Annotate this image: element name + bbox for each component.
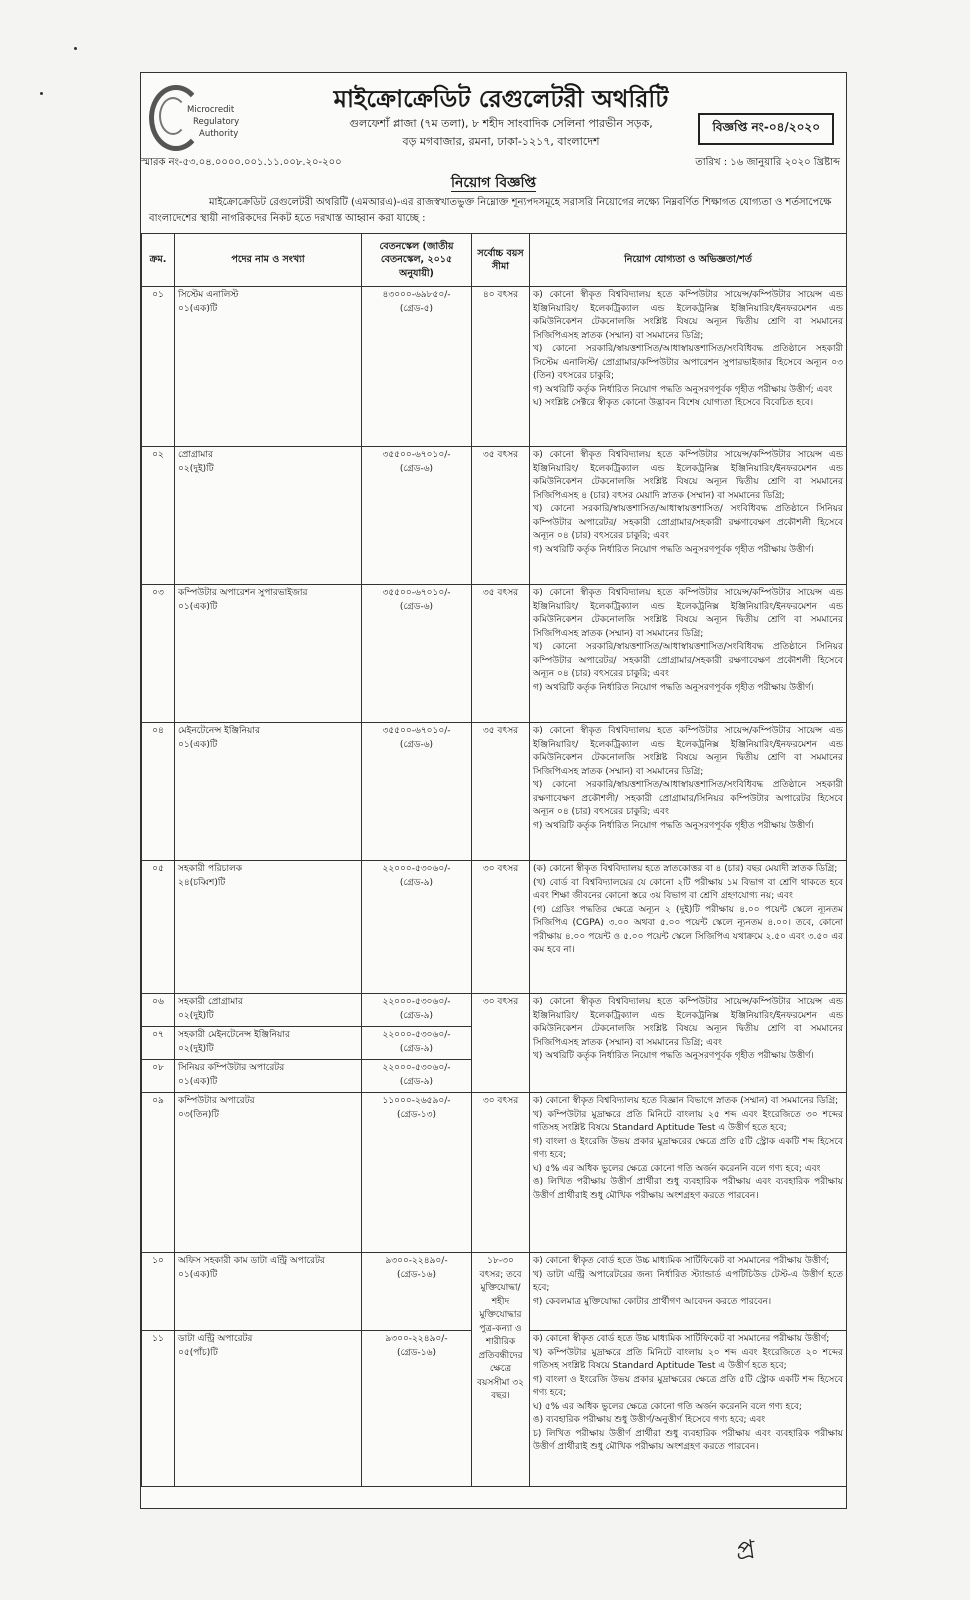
requirement-item: গ) বাংলা ও ইংরেজি উভয় প্রকার মুদ্রাক্ষরের ক্ষেত্রে প্রতি ৫টি স্ট্রোক একটি শব্দ হিসেবে গণ্য হবে; [533,1374,843,1398]
requirements-cell [530,447,847,585]
age-cell: ৩৫ বৎসর [472,447,530,585]
table-row [142,1093,847,1253]
notice-date: তারিখ : ১৬ জানুয়ারি ২০২০ খ্রিষ্টাব্দ [695,157,840,168]
requirement-item: খ) কোনো সরকারি/স্বায়ত্তশাসিত/আধাস্বায়ত্তশাসিত/ সংবিধিবদ্ধ প্রতিষ্ঠানে সিনিয়র কম্পিউটার অপারেটর/ সহকারী প্রোগ্রামার/সহকারী রক্ষণাবেক্ষণ প্রকৌশলী হিসেবে অন্যূন ০৪ (চার) বৎসরের চাকুরি; এবং [533,504,843,541]
requirement-item: খ) ডাটা এন্ট্রি অপারেটরের জন্য নির্ধারিত স্ট্যান্ডার্ড এপটিচিউড টেস্ট-এ উত্তীর্ণ হতে হবে; [533,1269,843,1293]
requirements-cell [530,994,847,1093]
requirements-cell [530,585,847,723]
logo-inner-ring-icon [159,97,187,135]
table-row [142,447,847,585]
serial-cell: ০৪ [142,723,175,861]
col-header-req: নিয়োগ যোগ্যতা ও অভিজ্ঞতা/শর্ত [530,234,847,287]
payscale-cell: ৩৫৫০০-৬৭০১০/- (গ্রেড-৬) [362,723,472,861]
intro-paragraph: মাইক্রোক্রেডিট রেগুলেটরী অথরিটি (এমআরএ)-এর রাজস্বখাতভুক্ত নিম্নোক্ত শূন্যপদসমূহে সরাসরি নিয়োগের লক্ষ্যে নিম্নবর্ণিত শিক্ষাগত যোগ্যতা ও শর্তসাপেক্ষে বাংলাদেশের স্থায়ী নাগরিকদের নিকট হতে দরখাস্ত আহ্বান করা যাচ্ছে : [149,197,832,224]
requirement-item: ক) কোনো স্বীকৃত বোর্ড হতে উচ্চ মাধ্যমিক সার্টিফিকেট বা সমমানের পরীক্ষায় উত্তীর্ণ; [533,1256,830,1266]
payscale-cell: ২২০০০-৫৩০৬০/- (গ্রেড-৯) [362,1027,472,1060]
address-line: গুলফেশাঁ প্লাজা (৭ম তলা), ৮ শহীদ সাংবাদিক সেলিনা পারভীন সড়ক, [349,117,653,130]
requirement-item: ঘ) সংশ্লিষ্ট সেক্টরে স্বীকৃত কোনো উদ্ভাবন বিশেষ যোগ্যতা হিসেবে বিবেচিত হবে। [533,398,814,408]
requirement-item: ঘ) ৫% এর অধিক ভুলের ক্ষেত্রে কোনো গতি অর্জন করেননি বলে গণ্য হবে; [533,1401,802,1412]
col-header-age: সর্বোচ্চ বয়স সীমা [472,234,530,287]
serial-cell: ০৬ [142,994,175,1027]
table-row [142,994,847,1027]
requirement-item: গ) বাংলা ও ইংরেজি উভয় প্রকার মুদ্রাক্ষরের ক্ষেত্রে প্রতি ৫টি স্ট্রোক একটি শব্দ হিসেবে গণ্য হবে; [533,1136,843,1160]
serial-cell: ১১ [142,1331,175,1487]
table-row [142,585,847,723]
requirement-item: খ) কম্পিউটার মুদ্রাক্ষরে প্রতি মিনিটে বাংলায় ২৫ শব্দ এবং ইংরেজিতে ৩০ শব্দের গতিসহ সংশ্লিষ্ট বিষয়ে Standard Aptitude Test এ উত্তীর্ণ হতে হবে; [533,1109,843,1133]
post-cell: প্রোগ্রামার ০২(দুই)টি [175,447,362,585]
payscale-cell: ২২০০০-৫৩০৬০/- (গ্রেড-৯) [362,861,472,994]
address-line: বড় মগবাজার, রমনা, ঢাকা-১২১৭, বাংলাদেশ [402,135,600,148]
post-cell: ডাটা এন্ট্রি অপারেটর ০৫(পাঁচ)টি [175,1331,362,1487]
scan-speck [74,47,77,50]
requirement-item: ক) কোনো স্বীকৃত বিশ্ববিদ্যালয় হতে কম্পিউটার সায়েন্স/কম্পিউটার সায়েন্স এন্ড ইঞ্জিনিয়ারিং/ ইলেকট্রিক্যাল এন্ড ইলেকট্রনিক্স ইঞ্জিনিয়ারিং/ইনফরমেশন এন্ড কমিউনিকেশন টেকনোলজি সংশ্লিষ্ট বিষয়ে অন্যূন দ্বিতীয় শ্রেণি বা সমমানের সিজিপিএসহ স্নাতক (সম্মান) বা সমমানের ডিগ্রি; এবং [533,997,843,1048]
requirement-item: ক) কোনো স্বীকৃত বিশ্ববিদ্যালয় হতে কম্পিউটার সায়েন্স/কম্পিউটার সায়েন্স এন্ড ইঞ্জিনিয়ারিং/ ইলেকট্রিক্যাল এন্ড ইলেকট্রনিক্স ইঞ্জিনিয়ারিং/ইনফরমেশন এন্ড কমিউনিকেশন টেকনোলজি সংশ্লিষ্ট বিষয়ে অন্যূন দ্বিতীয় শ্রেণি বা সমমানের সিজিপিএসহ ৪ (চার) বৎসর মেয়াদি স্নাতক (সম্মান) বা সমমানের ডিগ্রি; [533,450,843,501]
requirement-item: খ) অথরিটি কর্তৃক নির্ধারিত নিয়োগ পদ্ধতি অনুসরণপূর্বক গৃহীত পরীক্ষায় উত্তীর্ণ। [533,1051,814,1061]
post-cell: অফিস সহকারী কাম ডাটা এন্ট্রি অপারেটর ০১(এক)টি [175,1253,362,1331]
payscale-cell: ২২০০০-৫৩০৬০/- (গ্রেড-৯) [362,1060,472,1093]
requirement-item: গ) অথরিটি কর্তৃক নির্ধারিত নিয়োগ পদ্ধতি অনুসরণপূর্বক গৃহীত পরীক্ষায় উত্তীর্ণ। [533,544,814,555]
table-header-row [142,234,847,287]
logo-text-line: Authority [199,129,239,139]
requirement-item: ক) কোনো স্বীকৃত বোর্ড হতে উচ্চ মাধ্যমিক সার্টিফিকেট বা সমমানের পরীক্ষায় উত্তীর্ণ; [533,1334,830,1344]
serial-cell: ০৭ [142,1027,175,1060]
requirement-item: (খ) বোর্ড বা বিশ্ববিদ্যালয়ের যে কোনো ২টি পরীক্ষায় ১ম বিভাগ বা শ্রেণি থাকতে হবে এবং শিক্ষা জীবনের কোনো স্তরে ৩য় বিভাগ বা শ্রেণি গ্রহণযোগ্য নয়; এবং [533,877,843,901]
logo-text-line: Regulatory [193,117,240,127]
requirement-item: ঙ) লিখিত পরীক্ষায় উত্তীর্ণ প্রার্থীরা শুধু ব্যবহারিক পরীক্ষায় এবং ব্যবহারিক পরীক্ষায় উত্তীর্ণ প্রার্থীরাই শুধু মৌখিক পরীক্ষায় অংশগ্রহণ করতে পারবেন। [533,1177,843,1201]
serial-cell: ০৮ [142,1060,175,1093]
post-cell: মেইনটেনেন্স ইঞ্জিনিয়ার ০১(এক)টি [175,723,362,861]
requirement-item: ঙ) ব্যবহারিক পরীক্ষায় শুধু উত্তীর্ণ/অনুত্তীর্ণ হিসেবে গণ্য হবে; এবং [533,1415,766,1425]
requirement-item: গ) কেবলমাত্র মুক্তিযোদ্ধা কোটার প্রার্থীগণ আবেদন করতে পারবেন। [533,1296,772,1307]
age-cell: ৩০ বৎসর [472,1093,530,1253]
serial-cell: ০৫ [142,861,175,994]
age-cell: ৩০ বৎসর [472,994,530,1093]
requirements-cell [530,723,847,861]
post-cell: সহকারী পরিচালক ২৪(চব্বিশ)টি [175,861,362,994]
logo-text-line: Microcredit [187,105,235,115]
requirement-item: ক) কোনো স্বীকৃত বিশ্ববিদ্যালয় হতে কম্পিউটার সায়েন্স/কম্পিউটার সায়েন্স এন্ড ইঞ্জিনিয়ারিং/ ইলেকট্রিক্যাল এন্ড ইলেকট্রনিক্স ইঞ্জিনিয়ারিং/ইনফরমেশন এন্ড কমিউনিকেশন টেকনোলজি সংশ্লিষ্ট বিষয়ে অন্যূন দ্বিতীয় শ্রেণি বা সমমানের সিজিপিএসহ স্নাতক (সম্মান) বা সমমানের ডিগ্রি; [533,588,843,639]
signature-mark: প্র [733,1534,758,1568]
payscale-cell: ৩৫৫০০-৬৭০১০/- (গ্রেড-৬) [362,585,472,723]
mra-logo [149,79,259,149]
serial-cell: ০৩ [142,585,175,723]
payscale-cell: ৯৩০০-২২৪৯০/- (গ্রেড-১৬) [362,1253,472,1331]
post-cell: সিস্টেম এনালিস্ট ০১(এক)টি [175,287,362,447]
requirement-item: ক) কোনো স্বীকৃত বিশ্ববিদ্যালয় হতে কম্পিউটার সায়েন্স/কম্পিউটার সায়েন্স এন্ড ইঞ্জিনিয়ারিং/ ইলেকট্রিক্যাল এন্ড ইলেকট্রনিক্স ইঞ্জিনিয়ারিং/ইনফরমেশন এন্ড কমিউনিকেশন টেকনোলজি সংশ্লিষ্ট বিষয়ে অন্যূন দ্বিতীয় শ্রেণি বা সমমানের সিজিপিএসহ স্নাতক (সম্মান) বা সমমানের ডিগ্রি; [533,726,843,777]
notice-heading [141,171,846,195]
payscale-cell: ১১০০০-২৬৫৯০/- (গ্রেড-১৩) [362,1093,472,1253]
requirement-item: খ) কোনো সরকারি/স্বায়ত্তশাসিত/আধাস্বায়ত্তশাসিত/সংবিধিবদ্ধ প্রতিষ্ঠানে সহকারী রক্ষণাবেক্ষণ প্রকৌশলী/ সহকারী প্রোগ্রামার/সিনিয়র কম্পিউটার অপারেটর হিসেবে অন্যূন ০৪ (চার) বৎসরের চাকুরি; এবং [533,780,843,817]
scan-speck [40,92,43,95]
requirement-item: ক) কোনো স্বীকৃত বিশ্ববিদ্যালয় হতে কম্পিউটার সায়েন্স/কম্পিউটার সায়েন্স এন্ড ইঞ্জিনিয়ারিং/ ইলেকট্রিক্যাল এন্ড ইলেকট্রনিক্স ইঞ্জিনিয়ারিং/ইনফরমেশন এন্ড কমিউনিকেশন টেকনোলজি সংশ্লিষ্ট বিষয়ে অন্যূন দ্বিতীয় শ্রেণি বা সমমানের সিজিপিএসহ স্নাতক (সম্মান) বা সমমানের ডিগ্রি; [533,290,843,341]
table-row [142,287,847,447]
payscale-cell: ৩৫৫০০-৬৭০১০/- (গ্রেড-৬) [362,447,472,585]
requirement-item: চ) লিখিত পরীক্ষায় উত্তীর্ণ প্রার্থীরা শুধু ব্যবহারিক পরীক্ষায় এবং ব্যবহারিক পরীক্ষায় উত্তীর্ণ প্রার্থীরাই শুধু মৌখিক পরীক্ষায় অংশগ্রহণ করতে পারবেন। [533,1428,843,1452]
post-cell: সহকারী প্রোগ্রামার ০২(দুই)টি [175,994,362,1027]
serial-cell: ০১ [142,287,175,447]
requirement-item: (ক) কোনো স্বীকৃত বিশ্ববিদ্যালয় হতে স্নাতকোত্তর বা ৪ (চার) বছর মেয়াদী স্নাতক ডিগ্রি; [533,864,838,874]
requirements-cell [530,861,847,994]
serial-cell: ০২ [142,447,175,585]
age-cell: ৩৫ বৎসর [472,723,530,861]
serial-cell: ০৯ [142,1093,175,1253]
post-cell: সহকারী মেইনটেনেন্স ইঞ্জিনিয়ার ০২(দুই)টি [175,1027,362,1060]
memo-number: স্মারক নং-৫৩.০৪.০০০০.০০১.১১.০০৮.২০-২০০ [141,157,342,168]
serial-cell: ১০ [142,1253,175,1331]
payscale-cell: ৪৩০০০-৬৯৮৫০/- (গ্রেড-৫) [362,287,472,447]
vacancy-table [141,233,847,1487]
requirements-cell [530,1331,847,1487]
col-header-post: পদের নাম ও সংখ্যা [175,234,362,287]
requirement-item: গ) অথরিটি কর্তৃক নির্ধারিত নিয়োগ পদ্ধতি অনুসরণপূর্বক গৃহীত পরীক্ষায় উত্তীর্ণ। [533,820,814,831]
age-cell: ৩৫ বৎসর [472,585,530,723]
org-address [261,115,741,151]
requirement-item: গ) অথরিটি কর্তৃক নির্ধারিত নিয়োগ পদ্ধতি অনুসরণপূর্বক গৃহীত পরীক্ষায় উত্তীর্ণ; এবং [533,384,833,395]
post-cell: কম্পিউটার অপারেটর ০৩(তিন)টি [175,1093,362,1253]
heading-text: নিয়োগ বিজ্ঞপ্তি [450,175,537,191]
requirement-item: (গ) গ্রেডিং পদ্ধতির ক্ষেত্রে অন্যূন ২ (দুই)টি পরীক্ষায় ৪.০০ পয়েন্ট স্কেলে ন্যূনতম সিজিপিএ (CGPA) ৩.০০ অথবা ৫.০০ পয়েন্ট স্কেলে ন্যূনতম ৪.০০। তবে, কোনো পরীক্ষায় ৪.০০ পয়েন্ট ও ৫.০০ পয়েন্ট স্কেলে সিজিপিএ যথাক্রমে ২.৫০ এবং ৩.৫০ এর কম হবে না। [533,904,843,955]
requirements-cell [530,1093,847,1253]
requirements-cell [530,287,847,447]
table-row [142,723,847,861]
requirement-item: খ) কম্পিউটার মুদ্রাক্ষরে প্রতি মিনিটে বাংলায় ২০ শব্দ এবং ইংরেজিতে ২০ শব্দের গতিসহ সংশ্লিষ্ট বিষয়ে Standard Aptitude Test এ উত্তীর্ণ হতে হবে; [533,1347,843,1371]
age-cell: ৩০ বৎসর [472,861,530,994]
table-row [142,1253,847,1331]
org-title: মাইক্রোক্রেডিট রেগুলেটরী অথরিটি [333,85,669,113]
age-cell: ১৮-৩০ বৎসর; তবে মুক্তিযোদ্ধা/ শহীদ মুক্তিযোদ্ধার পুত্র-কন্যা ও শারীরিক প্রতিবন্ধীদের ক্ষেত্রে বয়সসীমা ৩২ বছর। [472,1253,530,1487]
post-cell: সিনিয়র কম্পিউটার অপারেটর ০১(এক)টি [175,1060,362,1093]
col-header-pay: বেতনস্কেল (জাতীয় বেতনস্কেল, ২০১৫ অনুযায়ী) [362,234,472,287]
notice-page [140,72,847,1509]
age-cell: ৪০ বৎসর [472,287,530,447]
payscale-cell: ৯৩০০-২২৪৯০/- (গ্রেড-১৬) [362,1331,472,1487]
col-header-sl: ক্রম. [142,234,175,287]
table-row [142,861,847,994]
requirement-item: খ) কোনো সরকারি/স্বায়ত্তশাসিত/আধাস্বায়ত্তশাসিত/সংবিধিবদ্ধ প্রতিষ্ঠানে সিনিয়র কম্পিউটার অপারেটর/ সহকারী প্রোগ্রামার/সহকারী রক্ষণাবেক্ষণ প্রকৌশলী হিসেবে অন্যূন ০৪ (চার) বৎসরের চাকুরি; এবং [533,642,843,679]
requirement-item: খ) কোনো সরকারি/স্বায়ত্তশাসিত/আধাস্বায়ত্তশাসিত/সংবিধিবদ্ধ প্রতিষ্ঠানে সহকারী সিস্টেম এনালিস্ট/ প্রোগ্রামার/কম্পিউটার অপারেশন সুপারভাইজার হিসেবে অন্যূন ০৩ (তিন) বৎসরের চাকুরি; [533,344,843,381]
payscale-cell: ২২০০০-৫৩০৬০/- (গ্রেড-৯) [362,994,472,1027]
requirement-item: ক) কোনো স্বীকৃত বিশ্ববিদ্যালয় হতে বিজ্ঞান বিভাগে স্নাতক (সম্মান) বা সমমানের ডিগ্রি; [533,1096,839,1106]
post-cell: কম্পিউটার অপারেশন সুপারভাইজার ০১(এক)টি [175,585,362,723]
notice-number-box: বিজ্ঞপ্তি নং-০৪/২০২০ [698,113,834,145]
requirement-item: ঘ) ৫% এর অধিক ভুলের ক্ষেত্রে কোনো গতি অর্জন করেননি বলে গণ্য হবে; এবং [533,1163,821,1174]
requirement-item: গ) অথরিটি কর্তৃক নির্ধারিত নিয়োগ পদ্ধতি অনুসরণপূর্বক গৃহীত পরীক্ষায় উত্তীর্ণ। [533,682,814,693]
requirements-cell [530,1253,847,1331]
